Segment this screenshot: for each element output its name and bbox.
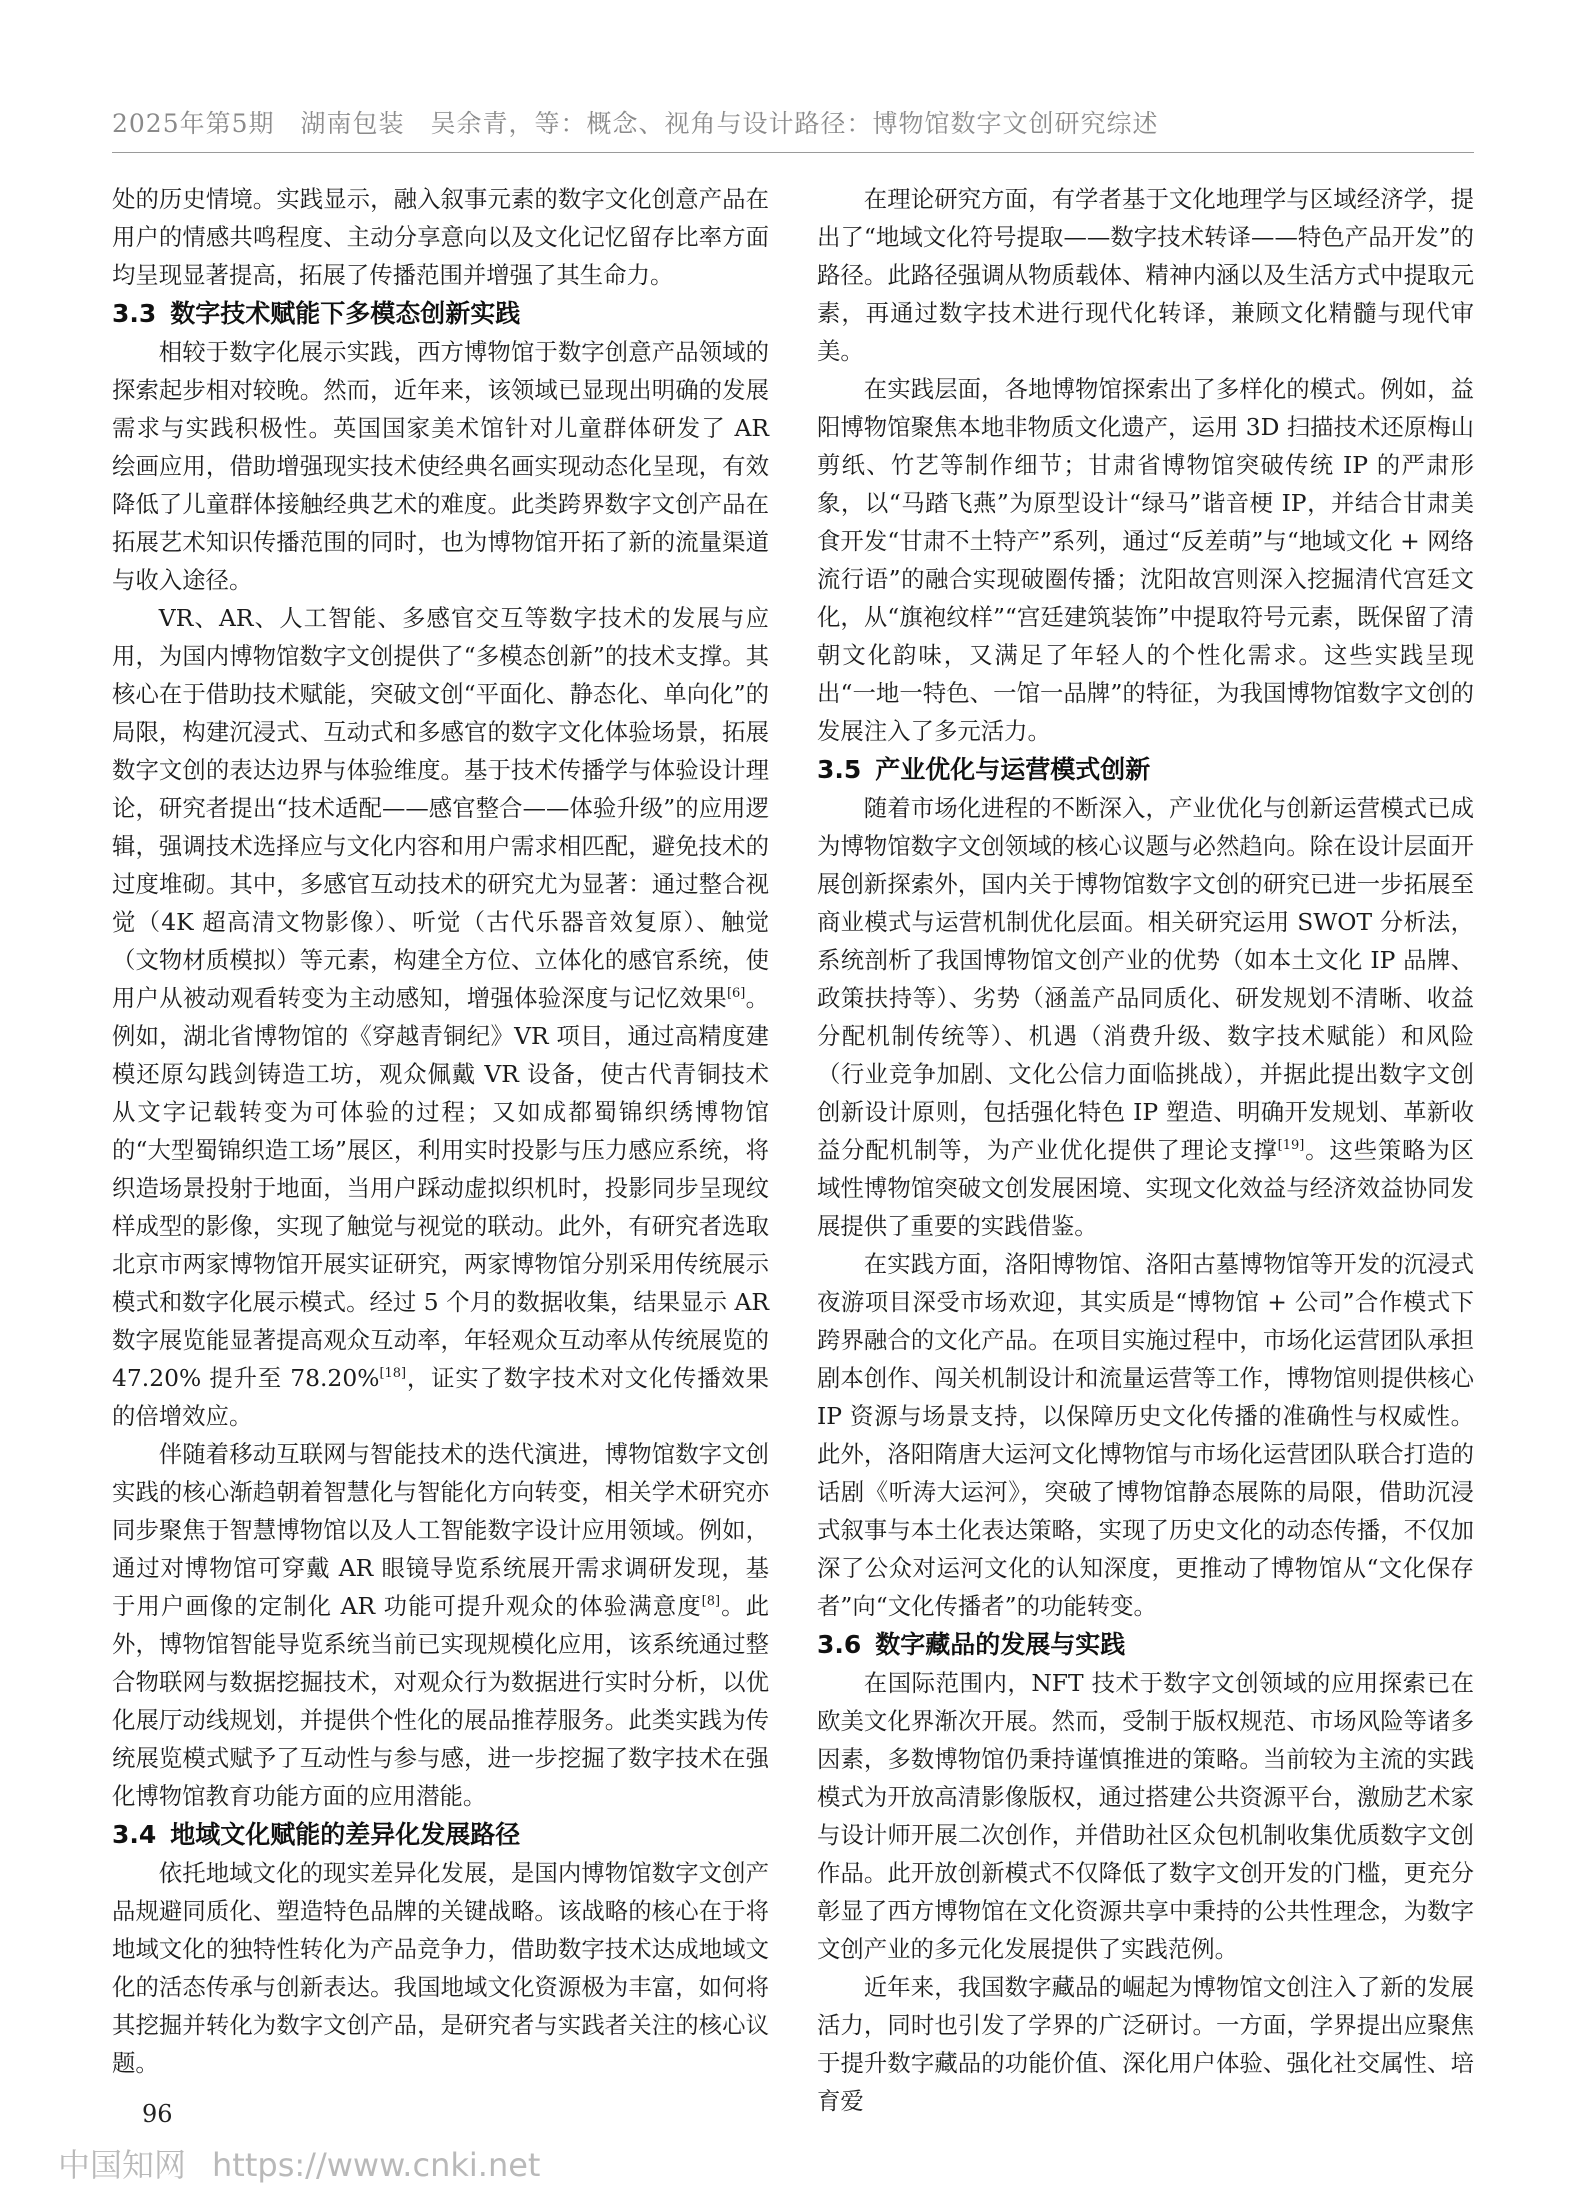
paragraph: 在实践方面，洛阳博物馆、洛阳古墓博物馆等开发的沉浸式夜游项目深受市场欢迎，其实质是“博物馆 + 公司”合作模式下跨界融合的文化产品。在项目实施过程中，市场化运营团队承担剧本创作、闯关机制设计和流量运营等工作，博物馆则提供核心 IP 资源与场景支持，以保障历史文化传播的准确性与权威性。此外，洛阳隋唐大运河文化博物馆与市场化运营团队联合打造的话剧《听涛大运河》，突破了博物馆静态展陈的局限，借助沉浸式叙事与本土化表达策略，实现了历史文化的动态传播，不仅加深了公众对运河文化的认知深度，更推动了博物馆从“文化保存者”向“文化传播者”的功能转变。 [817,1250,1474,1620]
section-number: 3.6 [817,1630,862,1659]
paragraph: 近年来，我国数字藏品的崛起为博物馆文创注入了新的发展活力，同时也引发了学界的广泛研讨。一方面，学界提出应聚焦于提升数字藏品的功能价值、深化用户体验、强化社交属性、培育爱 [817,1973,1474,2115]
section-heading-3-3 [112,294,769,333]
paragraph [112,599,769,1435]
right-column [817,180,1474,2120]
paragraph-text: VR、AR、人工智能、多感官交互等数字技术的发展与应用，为国内博物馆数字文创提供了“多模态创新”的技术支撑。其核心在于借助技术赋能，突破文创“平面化、静态化、单向化”的局限，构建沉浸式、互动式和多感官的数字文化体验场景，拓展数字文创的表达边界与体验维度。基于技术传播学与体验设计理论，研究者提出“技术适配——感官整合——体验升级”的应用逻辑，强调技术选择应与文化内容和用户需求相匹配，避免技术的过度堆砌。其中，多感官互动技术的研究尤为显著：通过整合视觉（4K 超高清文物影像）、听觉（古代乐器音效复原）、触觉（文物材质模拟）等元素，构建全方位、立体化的感官系统，使用户从被动观看转变为主动感知，增强体验深度与记忆效果 [112,604,769,1012]
paragraph [817,789,1474,1245]
section-title: 产业优化与运营模式创新 [875,755,1151,784]
watermark-logo-text: 中国知网 [58,2146,187,2184]
section-number: 3.5 [817,755,862,784]
running-header: 2025年第5期 湖南包装 吴余青，等：概念、视角与设计路径：博物馆数字文创研究综述 [112,109,1159,138]
citation: [8] [701,1594,721,1610]
section-title: 地域文化赋能的差异化发展路径 [170,1820,521,1849]
section-title: 数字藏品的发展与实践 [875,1630,1126,1659]
paragraph-text: ，证实了数字技术对文化传播效果的倍增效应。 [112,1364,770,1430]
section-heading-3-5 [817,750,1474,789]
section-heading-3-4 [112,1815,769,1854]
paragraph-text: 随着市场化进程的不断深入，产业优化与创新运营模式已成为博物馆数字文创领域的核心议题与必然趋向。除在设计层面开展创新探索外，国内关于博物馆数字文创的研究已进一步拓展至商业模式与运营机制优化层面。相关研究运用 SWOT 分析法，系统剖析了我国博物馆文创产业的优势（如本土文化 IP 品牌、政策扶持等）、劣势（涵盖产品同质化、研发规划不清晰、收益分配机制传统等）、机遇（消费升级、数字技术赋能）和风险（行业竞争加剧、文化公信力面临挑战），并据此提出数字文创创新设计原则，包括强化特色 IP 塑造、明确开发规划、革新收益分配机制等，为产业优化提供了理论支撑 [817,794,1474,1164]
paragraph: 在理论研究方面，有学者基于文化地理学与区域经济学，提出了“地域文化符号提取——数字技术转译——特色产品开发”的路径。此路径强调从物质载体、精神内涵以及生活方式中提取元素，再通过数字技术进行现代化转译，兼顾文化精髓与现代审美。 [817,185,1474,365]
citation: [19] [1277,1138,1305,1154]
paragraph [112,1435,769,1815]
section-number: 3.3 [112,299,157,328]
cnki-watermark [58,2140,566,2186]
paragraph-text: 伴随着移动互联网与智能技术的迭代演进，博物馆数字文创实践的核心渐趋朝着智慧化与智能化方向转变，相关学术研究亦同步聚焦于智慧博物馆以及人工智能数字设计应用领域。例如，通过对博物馆可穿戴 AR 眼镜导览系统展开需求调研发现，基于用户画像的定制化 AR 功能可提升观众的体验满意度 [112,1440,769,1620]
section-heading-3-6 [817,1625,1474,1664]
watermark-url: https://www.cnki.net [212,2146,541,2184]
page-number: 96 [142,2100,173,2128]
paragraph: 处的历史情境。实践显示，融入叙事元素的数字文化创意产品在用户的情感共鸣程度、主动分享意向以及文化记忆留存比率方面均呈现显著提高，拓展了传播范围并增强了其生命力。 [112,185,769,289]
paragraph-text: 。这些策略为区域性博物馆突破文创发展困境、实现文化效益与经济效益协同发展提供了重要的实践借鉴。 [817,1136,1475,1240]
section-title: 数字技术赋能下多模态创新实践 [170,299,521,328]
header-rule [112,152,1474,153]
paragraph: 在国际范围内，NFT 技术于数字文创领域的应用探索已在欧美文化界渐次开展。然而，受制于版权规范、市场风险等诸多因素，多数博物馆仍秉持谨慎推进的策略。当前较为主流的实践模式为开放高清影像版权，通过搭建公共资源平台，激励艺术家与设计师开展二次创作，并借助社区众包机制收集优质数字文创作品。此开放创新模式不仅降低了数字文创开发的门槛，更充分彰显了西方博物馆在文化资源共享中秉持的公共性理念，为数字文创产业的多元化发展提供了实践范例。 [817,1669,1474,1963]
citation: [6] [726,986,746,1002]
citation: [18] [379,1366,407,1382]
paragraph-text: 。此外，博物馆智能导览系统当前已实现规模化应用，该系统通过整合物联网与数据挖掘技术，对观众行为数据进行实时分析，以优化展厅动线规划，并提供个性化的展品推荐服务。此类实践为传统展览模式赋予了互动性与参与感，进一步挖掘了数字技术在强化博物馆教育功能方面的应用潜能。 [112,1592,769,1810]
section-number: 3.4 [112,1820,157,1849]
paragraph: 在实践层面，各地博物馆探索出了多样化的模式。例如，益阳博物馆聚焦本地非物质文化遗产，运用 3D 扫描技术还原梅山剪纸、竹艺等制作细节；甘肃省博物馆突破传统 IP 的严肃形象，以“马踏飞燕”为原型设计“绿马”谐音梗 IP，并结合甘肃美食开发“甘肃不土特产”系列，通过“反差萌”与“地域文化 + 网络流行语”的融合实现破圈传播；沈阳故宫则深入挖掘清代宫廷文化，从“旗袍纹样”“宫廷建筑装饰”中提取符号元素，既保留了清朝文化韵味，又满足了年轻人的个性化需求。这些实践呈现出“一地一特色、一馆一品牌”的特征，为我国博物馆数字文创的发展注入了多元活力。 [817,375,1474,745]
paragraph: 相较于数字化展示实践，西方博物馆于数字创意产品领域的探索起步相对较晚。然而，近年来，该领域已显现出明确的发展需求与实践积极性。英国国家美术馆针对儿童群体研发了 AR 绘画应用，借助增强现实技术使经典名画实现动态化呈现，有效降低了儿童群体接触经典艺术的难度。此类跨界数字文创产品在拓展艺术知识传播范围的同时，也为博物馆开拓了新的流量渠道与收入途径。 [112,338,769,594]
left-column [112,180,769,2082]
paragraph: 依托地域文化的现实差异化发展，是国内博物馆数字文创产品规避同质化、塑造特色品牌的关键战略。该战略的核心在于将地域文化的独特性转化为产品竞争力，借助数字技术达成地域文化的活态传承与创新表达。我国地域文化资源极为丰富，如何将其挖掘并转化为数字文创产品，是研究者与实践者关注的核心议题。 [112,1859,769,2077]
paragraph-text: 。例如，湖北省博物馆的《穿越青铜纪》VR 项目，通过高精度建模还原勾践剑铸造工坊，观众佩戴 VR 设备，使古代青铜技术从文字记载转变为可体验的过程；又如成都蜀锦织绣博物馆的“大型蜀锦织造工场”展区，利用实时投影与压力感应系统，将织造场景投射于地面，当用户踩动虚拟织机时，投影同步呈现纹样成型的影像，实现了触觉与视觉的联动。此外，有研究者选取北京市两家博物馆开展实证研究，两家博物馆分别采用传统展示模式和数字化展示模式。经过 5 个月的数据收集，结果显示 AR 数字展览能显著提高观众互动率，年轻观众互动率从传统展览的 47.20% 提升至 78.20% [112,984,770,1392]
